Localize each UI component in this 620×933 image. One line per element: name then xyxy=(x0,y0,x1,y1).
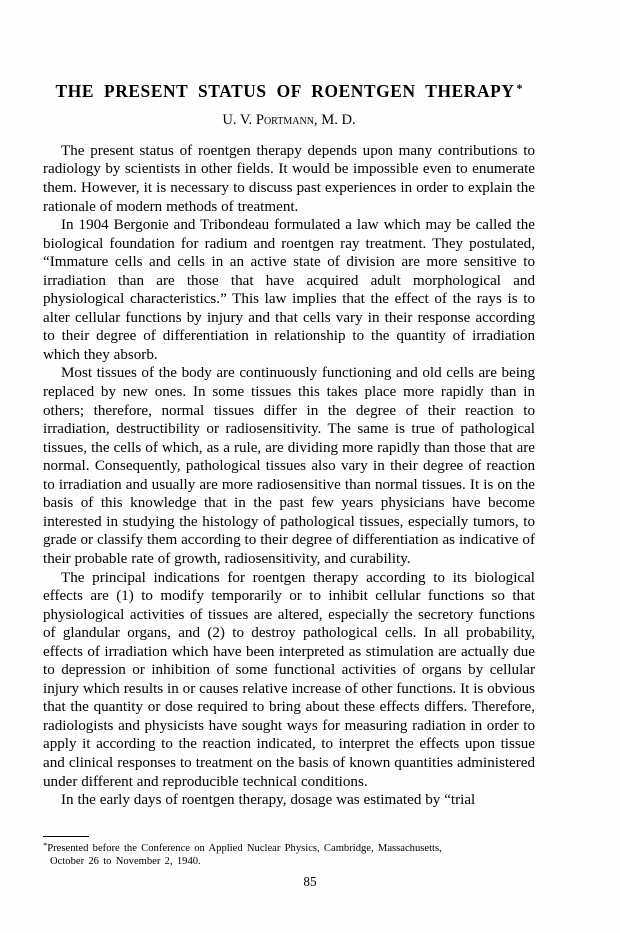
footnote-separator-rule xyxy=(43,836,89,837)
text-column xyxy=(43,0,535,810)
page-number: 85 xyxy=(303,874,317,889)
footnote-block xyxy=(43,836,539,869)
article-body xyxy=(43,129,535,810)
author-given-names: U. V. xyxy=(222,112,256,129)
title-footnote-marker: * xyxy=(516,81,523,95)
body-paragraph: Most tissues of the body are continuously functioning and old cells are being replaced by new ones. In some tissues this takes place more rapidly than in others; therefore, normal tissues differ in the degree of their reaction to irradiation, destructibility or radiosensitivity. The same is true of pathological tissues, the cells of which, as a rule, are dividing more rapidly than those that are normal. Consequently, pathological tissues also vary in their degree of reaction to irradiation and usually are more radiosensitive than normal tissues. It is on the basis of this knowledge that in the past few years physicians have become interested in studying the histology of pathological tissues, especially tumors, to grade or classify them according to their degree of differentiation as indicative of their probable rate of growth, radiosensitivity, and curability. xyxy=(43,365,535,567)
body-paragraph: In 1904 Bergonie and Tribondeau formulated a law which may be called the biological foundation for radium and roentgen ray treatment. They postulated, “Immature cells and cells in an active state of division are more sensitive to irradiation than are those that have acquired adult morphological and physiological characteristics.” This law implies that the effect of the rays is to alter cellular functions by injury and that cells vary in their response according to their degree of differentiation in relationship to the quantity of irradiation which they absorb. xyxy=(43,217,535,363)
body-paragraph: The principal indications for roentgen therapy according to its biological effects are (1) to modify temporarily or to inhibit cellular functions so that physiological activities of tissues are altered, especially the secretory functions of glandular organs, and (2) to destroy pathological cells. In all probability, effects of irradiation which have been interpreted as stimulation are actually due to depression or inhibition of some functional activities of organs by cellular injury which results in or causes relative increase of other functions. It is obvious that the quantity or dose required to bring about these effects differs. Therefore, radiologists and physicists have sought ways for measuring radiation in order to apply it according to the reaction indicated, to interpret the effects upon tissue and clinical responses to treatment on the basis of known quantities administered under different and reproducible technical conditions. xyxy=(43,569,535,790)
author-credentials: , M. D. xyxy=(313,112,356,129)
article-title-text: THE PRESENT STATUS OF ROENTGEN THERAPY xyxy=(55,81,515,101)
author-surname: Portmann xyxy=(255,112,314,129)
footnote-second-line: October 26 to November 2, 1940. xyxy=(50,856,201,868)
footnote-line-one-text: Presented before the Conference on Applied Nuclear Physics, Cambridge, Massachusetts, xyxy=(47,843,442,854)
body-paragraph: In the early days of roentgen therapy, dosage was estimated by “trial xyxy=(61,792,476,809)
footnote-first-line xyxy=(43,839,539,855)
footnote-marker: * xyxy=(43,840,48,850)
author-byline xyxy=(43,101,535,129)
body-paragraph: The present status of roentgen therapy depends upon many contributions to radiology by scientists in other fields. It would be impossible even to enumerate them. However, it is necessary to discuss past experiences in order to explain the rationale of modern methods of treatment. xyxy=(43,142,535,215)
article-title xyxy=(43,0,535,101)
